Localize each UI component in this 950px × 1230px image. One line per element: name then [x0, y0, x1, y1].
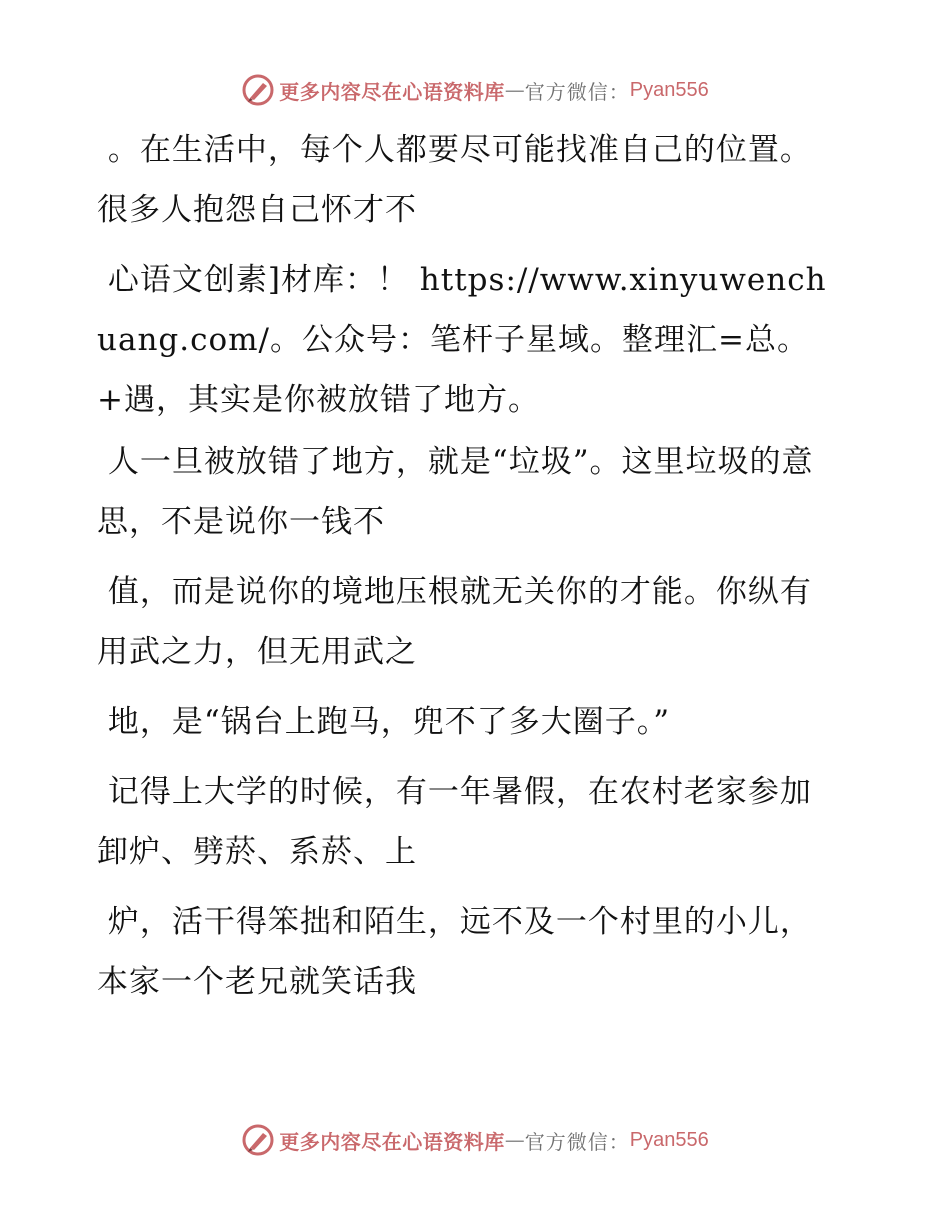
paragraph-4: 值，而是说你的境地压根就无关你的才能。你纵有用武之力，但无用武之: [97, 574, 812, 670]
footer-wechat-id: Pyan556: [629, 1128, 709, 1151]
header-banner: [0, 70, 950, 110]
document-body: [97, 120, 837, 1022]
paragraph-6: 记得上大学的时候，有一年暑假，在农村老家参加卸炉、劈菸、系菸、上: [97, 774, 812, 870]
header-official-text: 官方微信：: [524, 79, 630, 104]
footer-official-text: 官方微信：: [524, 1129, 630, 1154]
footer-main-text: 更多内容尽在心语资料库: [279, 1129, 505, 1154]
paragraph-5: 地，是“锅台上跑马，兜不了多大圈子。”: [97, 704, 671, 740]
pen-logo-icon: [241, 1123, 275, 1157]
paragraph-2: 心语文创素]材库：！ https://www.xinyuwenchuang.com/。公众号：笔杆子星域。整理汇=总。+遇，其实是你被放错了地方。: [97, 262, 827, 418]
pen-logo-icon: [241, 73, 275, 107]
footer-banner: [0, 1120, 950, 1160]
paragraph-1: 。在生活中，每个人都要尽可能找准自己的位置。很多人抱怨自己怀才不: [97, 132, 812, 228]
paragraph-7: 炉，活干得笨拙和陌生，远不及一个村里的小儿，本家一个老兄就笑话我: [97, 904, 812, 1000]
footer-dash: —: [504, 1128, 525, 1152]
paragraph-3: 人一旦被放错了地方，就是“垃圾”。这里垃圾的意思，不是说你一钱不: [97, 444, 814, 540]
header-main-text: 更多内容尽在心语资料库: [279, 79, 505, 104]
header-dash: —: [504, 78, 525, 102]
header-wechat-id: Pyan556: [629, 78, 709, 101]
